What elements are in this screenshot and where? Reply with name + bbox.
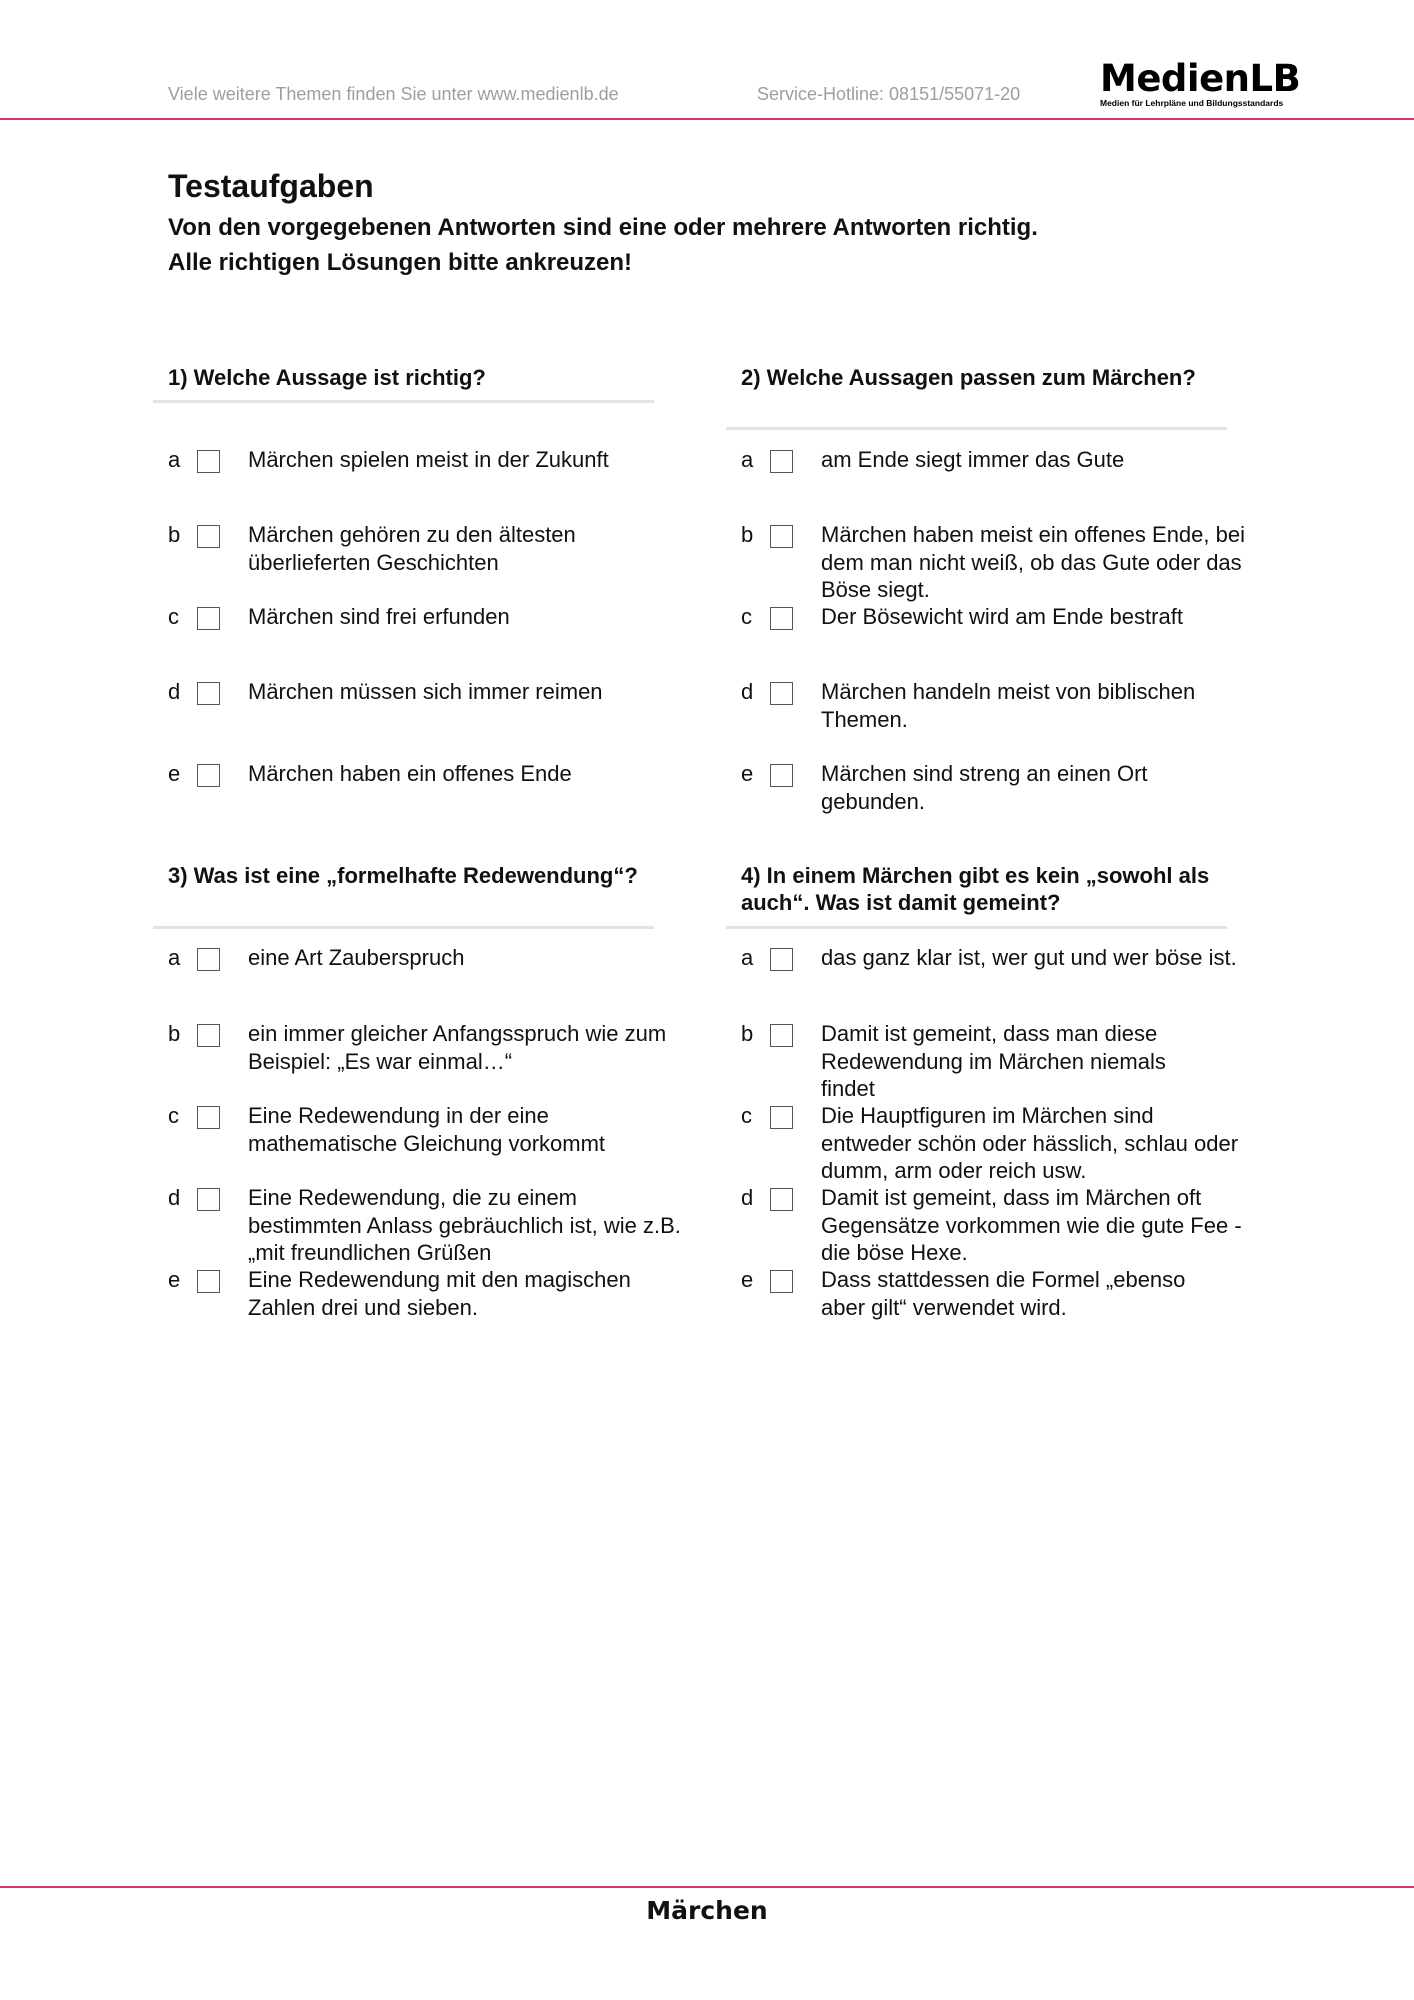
header-divider: [0, 118, 1414, 120]
answer-text: Märchen sind frei erfunden: [248, 604, 510, 629]
answer-letter: a: [741, 447, 754, 472]
answer-checkbox[interactable]: [770, 1024, 793, 1047]
answer-checkbox[interactable]: [197, 1188, 220, 1211]
answer-checkbox[interactable]: [770, 450, 793, 473]
answer-letter: e: [741, 761, 754, 786]
instruction-line-2: Alle richtigen Lösungen bitte ankreuzen!: [168, 249, 633, 276]
answer-checkbox[interactable]: [197, 1106, 220, 1129]
answer-letter: d: [168, 679, 181, 704]
answer-letter: d: [741, 1185, 754, 1210]
question-3-divider: [153, 926, 654, 929]
answer-text: Märchen sind streng an einen Ort gebunden.: [821, 761, 1148, 814]
answer-letter: e: [741, 1267, 754, 1292]
page-title: Testaufgaben: [168, 168, 374, 204]
answer-letter: b: [741, 1021, 754, 1046]
answer-letter: a: [168, 447, 181, 472]
answer-checkbox[interactable]: [197, 1024, 220, 1047]
answer-letter: c: [168, 604, 179, 629]
answer-checkbox[interactable]: [770, 764, 793, 787]
answer-text: eine Art Zauberspruch: [248, 945, 465, 970]
footer-divider: [0, 1886, 1414, 1888]
answer-text: Märchen gehören zu den ältesten überlieferten Geschichten: [248, 522, 576, 575]
answer-checkbox[interactable]: [770, 948, 793, 971]
question-4-divider: [726, 926, 1227, 929]
answer-text: Dass stattdessen die Formel „ebenso aber gilt“ verwendet wird.: [821, 1267, 1186, 1320]
answer-letter: d: [741, 679, 754, 704]
question-1-heading: 1) Welche Aussage ist richtig?: [168, 365, 486, 390]
answer-text: Der Bösewicht wird am Ende bestraft: [821, 604, 1183, 629]
answer-letter: b: [741, 522, 754, 547]
answer-checkbox[interactable]: [197, 1270, 220, 1293]
instruction-line-1: Von den vorgegebenen Antworten sind eine oder mehrere Antworten richtig.: [168, 214, 1038, 241]
answer-text: Märchen haben ein offenes Ende: [248, 761, 572, 786]
question-2-heading: 2) Welche Aussagen passen zum Märchen?: [741, 365, 1196, 390]
answer-letter: a: [168, 945, 181, 970]
answer-text: Damit ist gemeint, dass man diese Redewendung im Märchen niemals findet: [821, 1021, 1166, 1101]
question-4-heading: 4) In einem Märchen gibt es kein „sowohl als auch“. Was ist damit gemeint?: [741, 863, 1210, 915]
answer-checkbox[interactable]: [770, 607, 793, 630]
answer-text: am Ende siegt immer das Gute: [821, 447, 1125, 472]
answer-checkbox[interactable]: [197, 607, 220, 630]
answer-text: das ganz klar ist, wer gut und wer böse ist.: [821, 945, 1237, 970]
answer-text: Märchen handeln meist von biblischen Themen.: [821, 679, 1196, 732]
answer-checkbox[interactable]: [197, 764, 220, 787]
answer-checkbox[interactable]: [770, 682, 793, 705]
answer-text: Eine Redewendung in der eine mathematische Gleichung vorkommt: [248, 1103, 606, 1156]
answer-letter: c: [741, 1103, 752, 1128]
answer-checkbox[interactable]: [197, 450, 220, 473]
header-website-note: Viele weitere Themen finden Sie unter www.medienlb.de: [168, 84, 619, 104]
footer-title: Märchen: [646, 1896, 768, 1925]
question-2-divider: [726, 427, 1227, 430]
page-header: [0, 0, 1414, 120]
answer-letter: e: [168, 761, 181, 786]
answer-text: Die Hauptfiguren im Märchen sind entweder schön oder hässlich, schlau oder dumm, arm oder reich usw.: [821, 1103, 1239, 1183]
answer-text: Damit ist gemeint, dass im Märchen oft Gegensätze vorkommen wie die gute Fee - die böse Hexe.: [821, 1185, 1242, 1265]
answer-letter: b: [168, 1021, 181, 1046]
answer-letter: b: [168, 522, 181, 547]
answer-text: Eine Redewendung, die zu einem bestimmten Anlass gebräuchlich ist, wie z.B. „mit freundlichen Grüßen: [248, 1185, 681, 1265]
answer-text: Märchen müssen sich immer reimen: [248, 679, 603, 704]
answer-text: Märchen spielen meist in der Zukunft: [248, 447, 609, 472]
answer-letter: c: [168, 1103, 179, 1128]
answer-checkbox[interactable]: [770, 1188, 793, 1211]
answer-text: Eine Redewendung mit den magischen Zahlen drei und sieben.: [248, 1267, 631, 1320]
answer-letter: c: [741, 604, 752, 629]
question-1-divider: [153, 400, 654, 403]
answer-text: Märchen haben meist ein offenes Ende, bei dem man nicht weiß, ob das Gute oder das Böse siegt.: [821, 522, 1245, 602]
answer-checkbox[interactable]: [770, 1106, 793, 1129]
logo-wordmark: MedienLB: [1100, 57, 1301, 100]
answer-checkbox[interactable]: [197, 948, 220, 971]
logo-tagline: Medien für Lehrpläne und Bildungsstandards: [1100, 98, 1284, 108]
question-3-heading: 3) Was ist eine „formelhafte Redewendung“?: [168, 863, 638, 888]
answer-checkbox[interactable]: [770, 1270, 793, 1293]
answer-text: ein immer gleicher Anfangsspruch wie zum Beispiel: „Es war einmal…“: [248, 1021, 667, 1074]
answer-letter: d: [168, 1185, 181, 1210]
answer-letter: a: [741, 945, 754, 970]
answer-checkbox[interactable]: [197, 682, 220, 705]
answer-letter: e: [168, 1267, 181, 1292]
medienlb-logo: [1100, 57, 1301, 108]
header-hotline: Service-Hotline: 08151/55071-20: [757, 84, 1021, 104]
answer-checkbox[interactable]: [770, 525, 793, 548]
answer-checkbox[interactable]: [197, 525, 220, 548]
